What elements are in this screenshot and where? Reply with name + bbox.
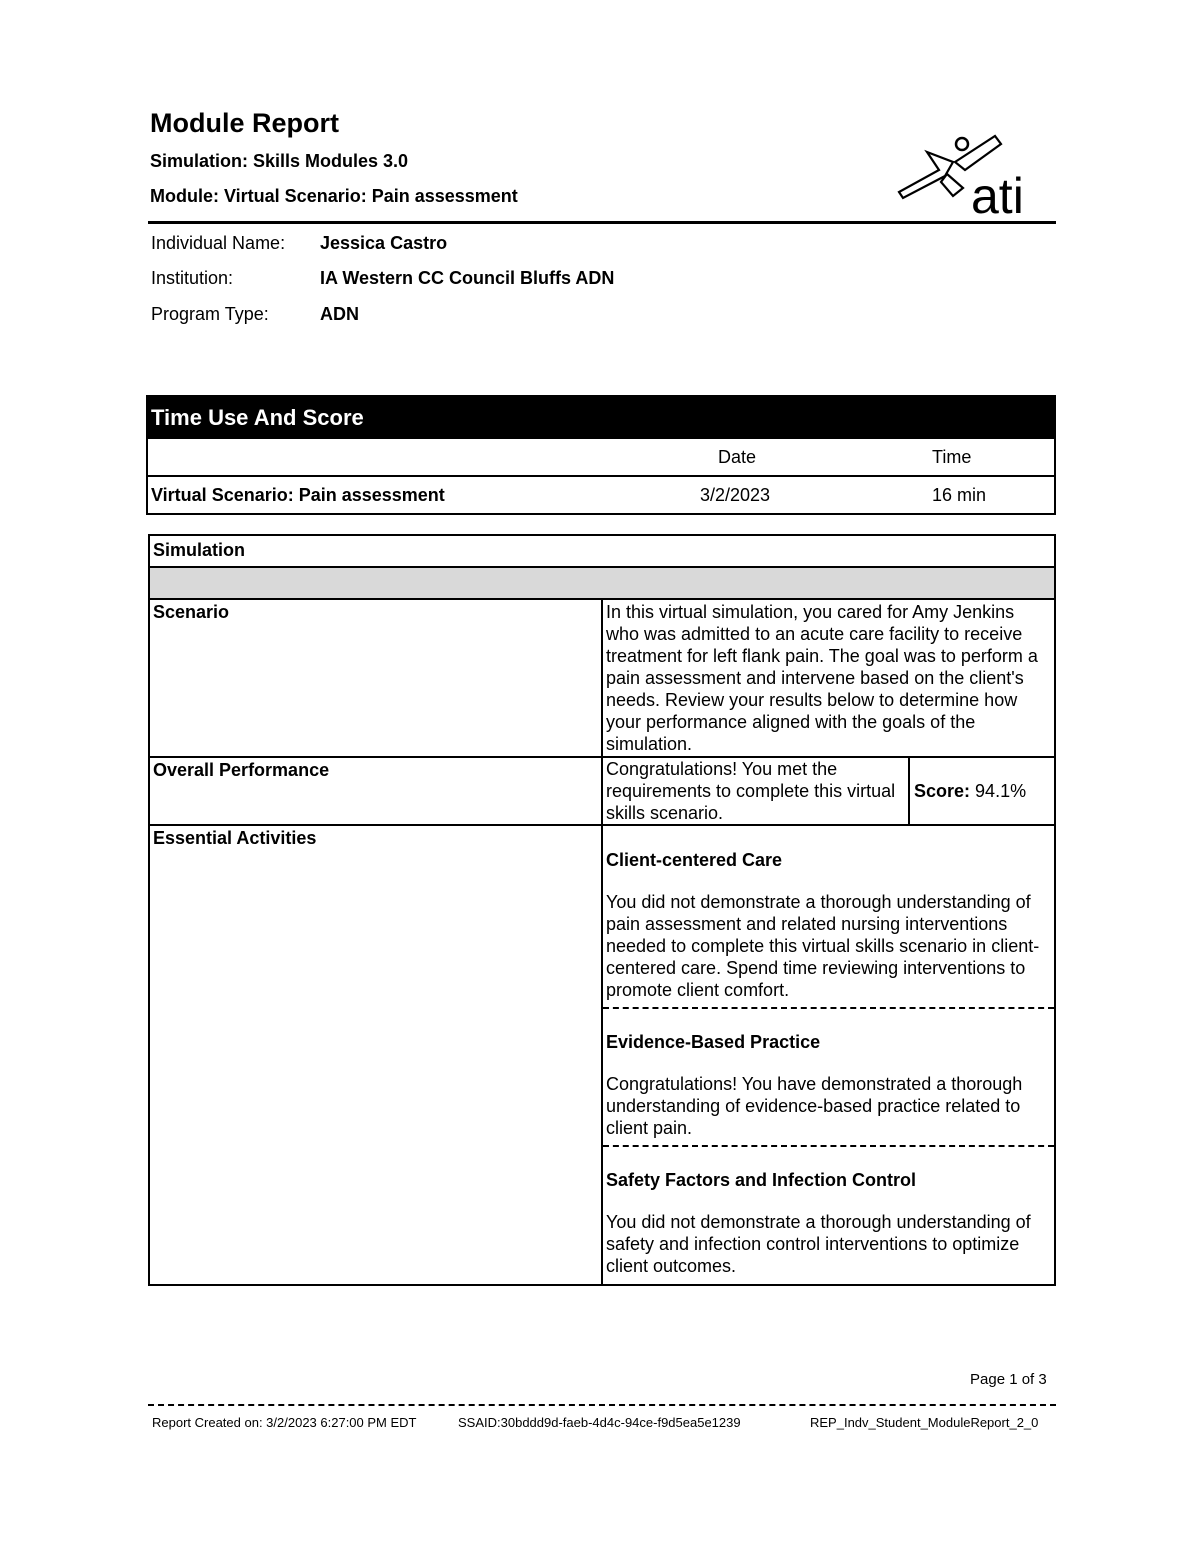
time-use-table [146, 395, 1056, 515]
scenario-name-cell: Virtual Scenario: Pain assessment [151, 485, 445, 505]
simulation-table [148, 534, 1056, 1286]
time-use-data-row [148, 477, 1054, 513]
page-title: Module Report [150, 108, 339, 138]
date-cell: 3/2/2023 [700, 485, 771, 505]
logo-text: ati [971, 168, 1024, 217]
logo-leg-shape [941, 174, 963, 196]
column-date: Date [718, 447, 757, 467]
name-value: Jessica Castro [320, 233, 448, 253]
header-divider [148, 221, 1056, 224]
gray-band [149, 567, 1055, 599]
footer-divider [148, 1404, 1056, 1406]
activity-item [603, 1147, 1054, 1283]
logo-arm2-shape [955, 136, 1001, 170]
score-cell [909, 758, 1054, 824]
institution-value: IA Western CC Council Bluffs ADN [320, 268, 615, 288]
score-label: Score: [914, 781, 971, 801]
performance-row [149, 757, 1055, 825]
ssaid: SSAID:30bddd9d-faeb-4d4c-94ce-f9d5ea5e1239 [458, 1415, 741, 1430]
activity-text: Congratulations! You have demonstrated a thorough understanding of evidence-based practice related to client pain. [606, 1074, 1023, 1138]
performance-cell [602, 757, 1055, 825]
scenario-row [149, 599, 1055, 757]
activities-label: Essential Activities [149, 825, 602, 1285]
module-line: Module: Virtual Scenario: Pain assessment [150, 186, 518, 206]
scenario-label: Scenario [149, 599, 602, 757]
performance-label: Overall Performance [149, 757, 602, 825]
activity-item [603, 1009, 1054, 1147]
simulation-line: Simulation: Skills Modules 3.0 [150, 151, 409, 171]
score-value: 94.1% [975, 781, 1027, 801]
program-label: Program Type: [151, 304, 269, 324]
activities-row [149, 825, 1055, 1285]
activity-title: Client-centered Care [606, 850, 783, 870]
activity-item [603, 827, 1054, 1009]
logo-head-shape [956, 138, 968, 150]
time-cell: 16 min [932, 485, 987, 505]
scenario-text: In this virtual simulation, you cared for Amy Jenkins who was admitted to an acute care facility to receive treatment for left flank pain. The goal was to perform a pain assessment and intervene based on the client's needs. Review your results below to determine how your performance aligned with the goals of the simulation. [602, 599, 1055, 757]
activities-cell [602, 825, 1055, 1285]
activity-title: Safety Factors and Infection Control [606, 1170, 917, 1190]
simulation-gray-row [149, 567, 1055, 599]
report-id: REP_Indv_Student_ModuleReport_2_0 [810, 1415, 1039, 1430]
program-value: ADN [320, 304, 359, 324]
time-use-heading: Time Use And Score [148, 397, 1054, 439]
time-use-column-row [148, 439, 1054, 477]
name-label: Individual Name: [151, 233, 286, 253]
institution-label: Institution: [151, 268, 234, 288]
activity-title: Evidence-Based Practice [606, 1032, 821, 1052]
performance-inner-table [606, 758, 1054, 824]
activity-text: You did not demonstrate a thorough understanding of pain assessment and related nursing interventions needed to complete this virtual skills scenario in client-centered care. Spend time reviewing interventions to promote client comfort. [606, 892, 1040, 1000]
performance-text: Congratulations! You met the requirements to complete this virtual skills scenario. [606, 759, 896, 823]
report-created: Report Created on: 3/2/2023 6:27:00 PM EDT [152, 1415, 417, 1430]
simulation-header-row [149, 535, 1055, 567]
column-time: Time [932, 447, 972, 467]
activity-text: You did not demonstrate a thorough understanding of safety and infection control interventions to optimize client outcomes. [606, 1212, 1031, 1276]
simulation-heading: Simulation [149, 535, 1055, 567]
page-number: Page 1 of 3 [970, 1371, 1047, 1388]
ati-logo [895, 132, 1060, 217]
